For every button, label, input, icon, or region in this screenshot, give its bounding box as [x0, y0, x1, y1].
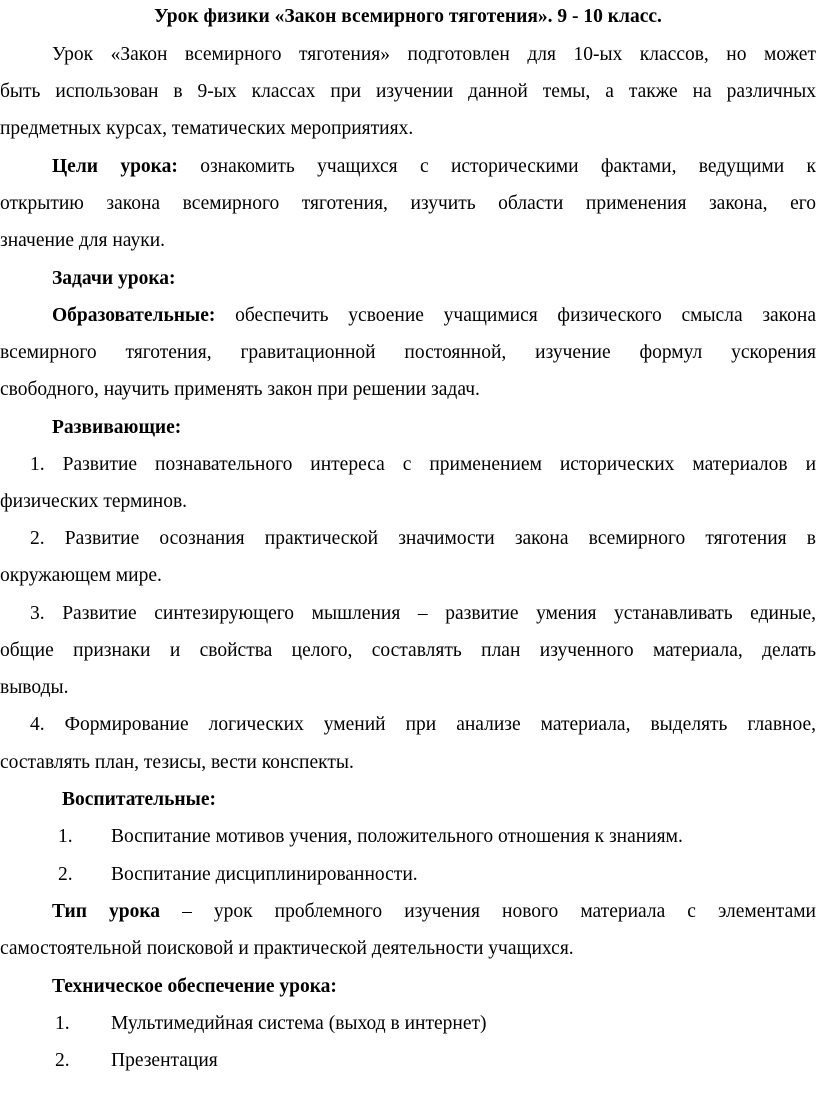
list-number: 4. — [30, 714, 45, 735]
goals-line-3: значение для науки. — [0, 230, 166, 251]
intro-line-3: предметных курсах, тематических мероприятиях. — [0, 118, 414, 139]
developing-item-1-cont: физических терминов. — [0, 491, 188, 512]
list-item-text: Развитие синтезирующего мышления – развитие умения устанавливать единые, — [62, 603, 816, 624]
goals-line-1-text: ознакомить учащихся с историческими фактами, ведущими к — [200, 156, 816, 177]
tech-item-1 — [0, 1011, 816, 1037]
tech-heading: Техническое обеспечение урока: — [52, 976, 337, 997]
tasks-heading: Задачи урока: — [52, 268, 176, 289]
goals-line-1 — [0, 154, 816, 180]
list-number: 1. — [30, 454, 45, 475]
intro-line-1: Урок «Закон всемирного тяготения» подготовлен для 10-ых классов, но может — [52, 44, 816, 65]
developing-heading: Развивающие: — [52, 417, 182, 438]
developing-item-3 — [0, 601, 816, 627]
developing-item-4-cont: составлять план, тезисы, вести конспекты. — [0, 752, 354, 773]
list-number: 3. — [30, 603, 45, 624]
lesson-type-line-2: самостоятельной поисковой и практической деятельности учащихся. — [0, 938, 574, 959]
list-item-text: Воспитание дисциплинированности. — [111, 864, 418, 885]
lesson-type-line-1 — [0, 899, 816, 925]
list-item-text: Воспитание мотивов учения, положительного отношения к знаниям. — [111, 826, 683, 847]
educational-line-1-text: обеспечить усвоение учащимися физического смысла закона — [235, 305, 816, 326]
list-number: 2. — [30, 528, 45, 549]
developing-item-1 — [0, 452, 816, 478]
developing-item-3-cont-2: выводы. — [0, 677, 69, 698]
educational-label: Образовательные: — [52, 305, 216, 326]
educational-line-2: всемирного тяготения, гравитационной постоянной, изучение формул ускорения — [0, 342, 816, 363]
lesson-type-label: Тип урока — [52, 901, 161, 922]
list-number: 2. — [55, 1050, 70, 1071]
goals-line-2: открытию закона всемирного тяготения, изучить области применения закона, его — [0, 193, 816, 214]
developing-item-2 — [0, 526, 816, 552]
developing-item-2-cont: окружающем мире. — [0, 565, 162, 586]
lesson-type-line-1-text: – урок проблемного изучения нового материала с элементами — [182, 901, 816, 922]
list-item-text: Развитие осознания практической значимости закона всемирного тяготения в — [64, 528, 816, 549]
tech-item-2 — [0, 1048, 816, 1074]
list-item-text: Развитие познавательного интереса с применением исторических материалов и — [62, 454, 816, 475]
nurturing-item-1 — [0, 824, 816, 850]
educational-line-3: свободного, научить применять закон при решении задач. — [0, 379, 480, 400]
list-number: 2. — [58, 864, 73, 885]
educational-line-1 — [0, 303, 816, 329]
developing-item-4 — [0, 712, 816, 738]
list-number: 1. — [55, 1013, 70, 1034]
document-title: Урок физики «Закон всемирного тяготения». 9 - 10 класс. — [154, 6, 662, 27]
goals-label: Цели урока: — [52, 156, 178, 177]
list-item-text: Презентация — [111, 1050, 218, 1071]
developing-item-3-cont: общие признаки и свойства целого, составлять план изученного материала, делать — [0, 640, 816, 661]
intro-line-2: быть использован в 9-ых классах при изучении данной темы, а также на различных — [0, 81, 816, 102]
nurturing-heading: Воспитательные: — [62, 789, 217, 810]
nurturing-item-2 — [0, 862, 816, 888]
list-number: 1. — [58, 826, 73, 847]
list-item-text: Формирование логических умений при анализе материала, выделять главное, — [64, 714, 816, 735]
list-item-text: Мультимедийная система (выход в интернет) — [111, 1013, 487, 1034]
